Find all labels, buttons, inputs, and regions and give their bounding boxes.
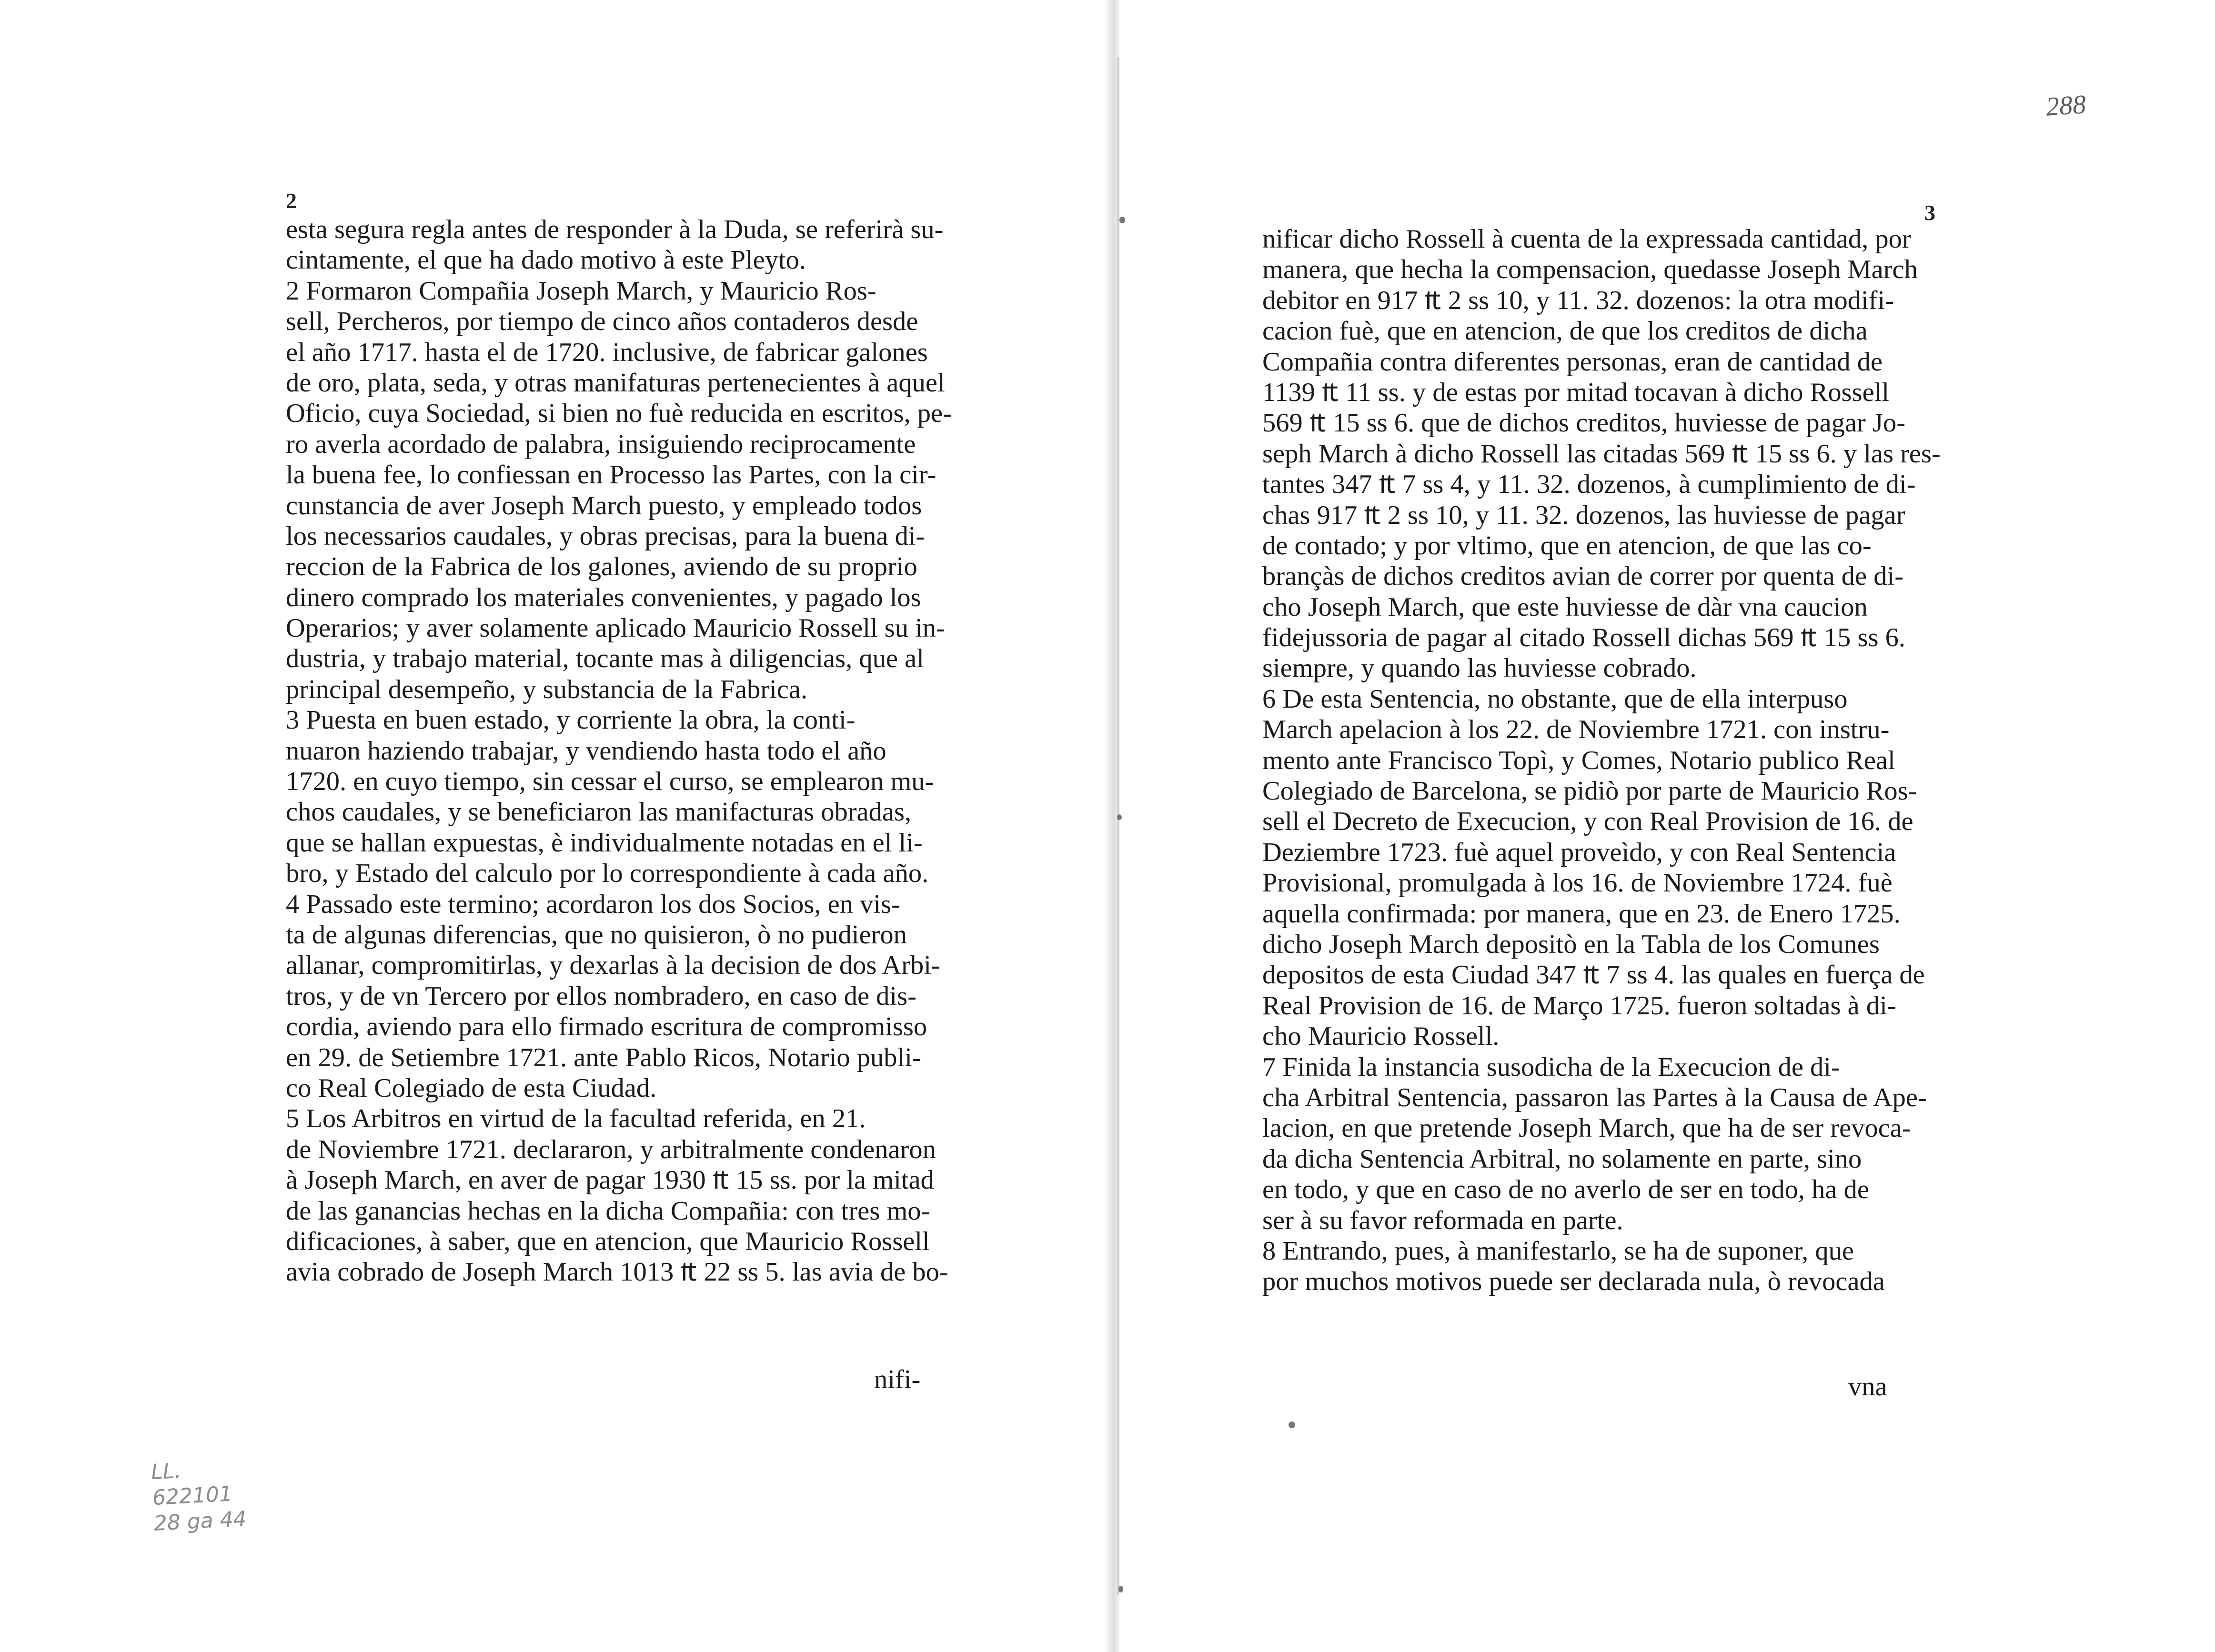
text-line: esta segura regla antes de responder à la Duda, se referirà su-: [286, 215, 944, 244]
text-line: March apelacion à los 22. de Noviembre 1721. con instru-: [1262, 715, 1890, 745]
text-line: sell, Percheros, por tiempo de cinco años contaderos desde: [286, 307, 918, 337]
text-line: cho Joseph March, que este huviesse de dàr vna caucion: [1262, 592, 1868, 622]
text-line: en 29. de Setiembre 1721. ante Pablo Ricos, Notario publi-: [286, 1042, 921, 1072]
text-line: 6 De esta Sentencia, no obstante, que de ella interpuso: [1262, 684, 1848, 714]
text-line: mento ante Francisco Topì, y Comes, Notario publico Real: [1262, 745, 1895, 775]
text-line: Provisional, promulgada à los 16. de Noviembre 1724. fuè: [1262, 868, 1893, 898]
catchword-right: vna: [1848, 1372, 1887, 1402]
text-line: 5 Los Arbitros en virtud de la facultad referida, en 21.: [286, 1104, 866, 1134]
text-line: ro averla acordado de palabra, insiguiendo reciprocamente: [286, 429, 916, 459]
text-line: debitor en 917 ₶ 2 ss 10, y 11. 32. dozenos: la otra modifi-: [1262, 285, 1894, 315]
text-line: Operarios; y aver solamente aplicado Mauricio Rossell su in-: [286, 613, 945, 643]
text-line: 3 Puesta en buen estado, y corriente la obra, la conti-: [286, 705, 856, 735]
text-line: cha Arbitral Sentencia, passaron las Partes à la Causa de Ape-: [1262, 1082, 1927, 1112]
text-line: chas 917 ₶ 2 ss 10, y 11. 32. dozenos, las huviesse de pagar: [1262, 500, 1905, 530]
text-line: cintamente, el que ha dado motivo à este Pleyto.: [286, 245, 806, 275]
text-line: cacion fuè, que en atencion, de que los creditos de dicha: [1262, 316, 1868, 346]
text-line: Colegiado de Barcelona, se pidiò por parte de Mauricio Ros-: [1262, 776, 1917, 806]
text-line: siempre, y quando las huviesse cobrado.: [1262, 653, 1697, 683]
text-line: 2 Formaron Compañia Joseph March, y Mauricio Ros-: [286, 276, 876, 306]
text-line: principal desempeño, y substancia de la Fabrica.: [286, 674, 808, 704]
shelfmark-line: 622101: [151, 1482, 233, 1511]
text-line: seph March à dicho Rossell las citadas 569 ₶ 15 ss 6. y las res-: [1262, 439, 1941, 469]
text-line: 7 Finida la instancia susodicha de la Execucion de di-: [1262, 1052, 1840, 1082]
text-line: de contado; y por vltimo, que en atencion, de que las co-: [1262, 531, 1872, 561]
text-line: brançàs de dichos creditos avian de correr por quenta de di-: [1262, 561, 1904, 591]
text-line: fidejussoria de pagar al citado Rossell dichas 569 ₶ 15 ss 6.: [1262, 623, 1906, 653]
page-number-left: 2: [286, 189, 297, 213]
shelfmark-annotation: [151, 1455, 247, 1537]
text-line: Compañia contra diferentes personas, eran de cantidad de: [1262, 347, 1883, 377]
text-line: Real Provision de 16. de Março 1725. fueron soltadas à di-: [1262, 991, 1896, 1021]
ink-speck: [1119, 217, 1125, 223]
text-line: de las ganancias hechas en la dicha Compañia: con tres mo-: [286, 1196, 930, 1226]
text-line: reccion de la Fabrica de los galones, aviendo de su proprio: [286, 552, 917, 582]
text-line: 8 Entrando, pues, à manifestarlo, se ha de suponer, que: [1262, 1236, 1854, 1266]
text-line: ser à su favor reformada en parte.: [1262, 1205, 1623, 1235]
handwritten-folio-number: 288: [2044, 90, 2087, 122]
ink-speck: [1118, 1586, 1123, 1592]
text-line: à Joseph March, en aver de pagar 1930 ₶ 15 ss. por la mitad: [286, 1165, 934, 1195]
text-line: el año 1717. hasta el de 1720. inclusive, de fabricar galones: [286, 337, 928, 367]
text-line: Deziembre 1723. fuè aquel proveìdo, y con Real Sentencia: [1262, 837, 1896, 867]
ink-speck: [1117, 814, 1122, 820]
text-line: bro, y Estado del calculo por lo correspondiente à cada año.: [286, 859, 929, 889]
text-line: 569 ₶ 15 ss 6. que de dichos creditos, huviesse de pagar Jo-: [1262, 408, 1906, 438]
text-line: en todo, y que en caso de no averlo de ser en todo, ha de: [1262, 1175, 1869, 1205]
text-line: ta de algunas diferencias, que no quisieron, ò no pudieron: [286, 920, 907, 950]
shelfmark-line: 28 ga 44: [153, 1506, 247, 1536]
text-line: Oficio, cuya Sociedad, si bien no fuè reducida en escritos, pe-: [286, 399, 952, 429]
text-line: 1139 ₶ 11 ss. y de estas por mitad tocavan à dicho Rossell: [1262, 377, 1890, 407]
text-line: que se hallan expuestas, è individualmente notadas en el li-: [286, 828, 923, 858]
text-line: dustria, y trabajo material, tocante mas à diligencias, que al: [286, 644, 924, 674]
text-line: de oro, plata, seda, y otras manifaturas pertenecientes à aquel: [286, 368, 945, 398]
text-line: co Real Colegiado de esta Ciudad.: [286, 1073, 657, 1103]
text-line: da dicha Sentencia Arbitral, no solamente en parte, sino: [1262, 1144, 1862, 1174]
text-line: dificaciones, à saber, que en atencion, que Mauricio Rossell: [286, 1226, 930, 1256]
text-line: manera, que hecha la compensacion, quedasse Joseph March: [1262, 255, 1918, 285]
text-line: de Noviembre 1721. declararon, y arbitralmente condenaron: [286, 1134, 936, 1164]
right-page-text: [1262, 224, 1943, 1297]
text-line: 1720. en cuyo tiempo, sin cessar el curso, se emplearon mu-: [286, 767, 934, 797]
text-line: allanar, compromitirlas, y dexarlas à la decision de dos Arbi-: [286, 951, 940, 981]
text-line: los necessarios caudales, y obras precisas, para la buena di-: [286, 521, 925, 551]
text-line: por muchos motivos puede ser declarada nula, ò revocada: [1262, 1267, 1885, 1297]
text-line: lacion, en que pretende Joseph March, que ha de ser revoca-: [1262, 1113, 1911, 1143]
text-line: chos caudales, y se beneficiaron las manifacturas obradas,: [286, 797, 912, 827]
catchword-left: nifi-: [874, 1365, 921, 1394]
text-line: la buena fee, lo confiessan en Processo las Partes, con la cir-: [286, 460, 936, 490]
left-page-text: [286, 214, 962, 1288]
text-line: dinero comprado los materiales convenientes, y pagado los: [286, 582, 921, 612]
text-line: nuaron haziendo trabajar, y vendiendo hasta todo el año: [286, 736, 886, 766]
text-line: tantes 347 ₶ 7 ss 4, y 11. 32. dozenos, à cumplimiento de di-: [1262, 470, 1916, 500]
text-line: cunstancia de aver Joseph March puesto, y empleado todos: [286, 491, 922, 521]
text-line: cho Mauricio Rossell.: [1262, 1021, 1500, 1051]
text-line: avia cobrado de Joseph March 1013 ₶ 22 ss 5. las avia de bo-: [286, 1257, 948, 1287]
text-line: nificar dicho Rossell à cuenta de la expressada cantidad, por: [1262, 224, 1911, 254]
text-line: cordia, aviendo para ello firmado escritura de compromisso: [286, 1012, 927, 1042]
text-line: sell el Decreto de Execucion, y con Real Provision de 16. de: [1262, 807, 1913, 837]
text-line: depositos de esta Ciudad 347 ₶ 7 ss 4. las quales en fuerça de: [1262, 960, 1925, 990]
page-number-right: 3: [1924, 200, 1935, 225]
text-line: dicho Joseph March depositò en la Tabla de los Comunes: [1262, 929, 1880, 959]
ink-speck: [1289, 1422, 1295, 1428]
text-line: aquella confirmada: por manera, que en 23. de Enero 1725.: [1262, 899, 1901, 929]
shelfmark-line: LL.: [150, 1458, 182, 1485]
text-line: tros, y de vn Tercero por ellos nombradero, en caso de dis-: [286, 981, 916, 1011]
text-line: 4 Passado este termino; acordaron los dos Socios, en vis-: [286, 889, 900, 919]
left-page: [0, 0, 1105, 1652]
